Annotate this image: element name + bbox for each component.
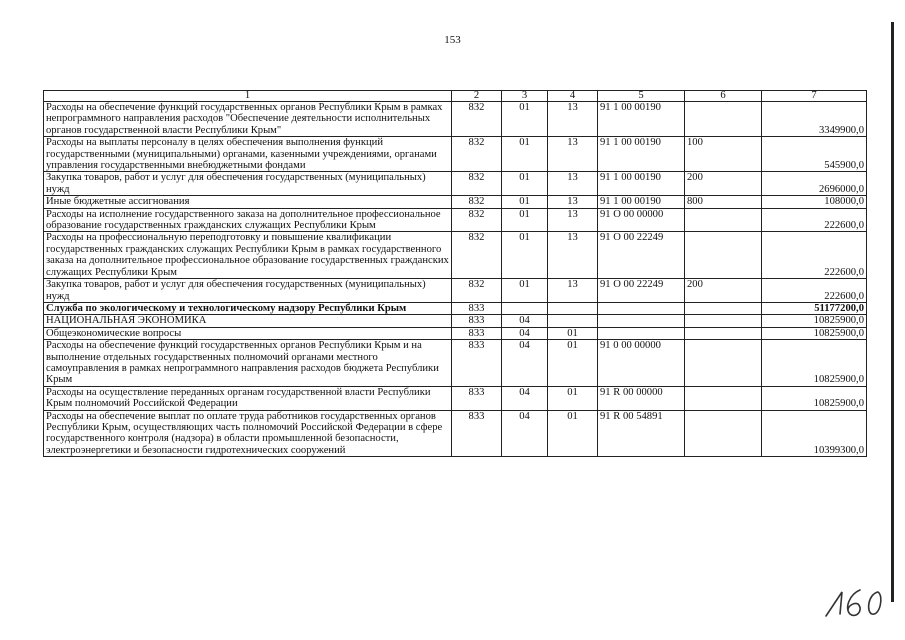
row-subsection-cell: 01 <box>548 327 598 339</box>
table-row <box>44 302 867 314</box>
row-expense-type-cell <box>685 327 762 339</box>
row-section-cell: 01 <box>502 102 548 137</box>
header-cell: 7 <box>762 91 867 102</box>
row-section-cell: 01 <box>502 196 548 208</box>
row-amount-cell: 108000,0 <box>762 196 867 208</box>
row-target-article-cell: 91 1 00 00190 <box>598 137 685 172</box>
row-expense-type-cell: 800 <box>685 196 762 208</box>
row-section-cell: 04 <box>502 327 548 339</box>
table-row <box>44 232 867 279</box>
row-subsection-cell: 01 <box>548 386 598 410</box>
row-amount-cell: 10825900,0 <box>762 315 867 327</box>
row-description-cell: Закупка товаров, работ и услуг для обеспечения государственных (муниципальных) нужд <box>44 279 452 303</box>
table-body <box>44 91 867 457</box>
row-expense-type-cell <box>685 208 762 232</box>
table-row <box>44 208 867 232</box>
row-expense-type-cell: 200 <box>685 172 762 196</box>
row-expense-type-cell: 100 <box>685 137 762 172</box>
table-row <box>44 410 867 457</box>
row-amount-cell: 222600,0 <box>762 232 867 279</box>
row-description-cell: Закупка товаров, работ и услуг для обеспечения государственных (муниципальных) нужд <box>44 172 452 196</box>
row-subsection-cell: 13 <box>548 232 598 279</box>
table-row <box>44 315 867 327</box>
table-row <box>44 137 867 172</box>
row-expense-type-cell <box>685 102 762 137</box>
row-amount-cell: 10825900,0 <box>762 327 867 339</box>
row-subsection-cell <box>548 302 598 314</box>
row-amount-cell: 222600,0 <box>762 208 867 232</box>
row-subsection-cell: 01 <box>548 340 598 387</box>
row-expense-type-cell <box>685 302 762 314</box>
row-section-cell: 01 <box>502 137 548 172</box>
header-cell: 2 <box>452 91 502 102</box>
row-amount-cell: 10399300,0 <box>762 410 867 457</box>
row-section-cell: 04 <box>502 315 548 327</box>
header-cell: 5 <box>598 91 685 102</box>
row-section-cell <box>502 302 548 314</box>
row-subsection-cell: 13 <box>548 102 598 137</box>
row-expense-type-cell <box>685 340 762 387</box>
row-code-cell: 833 <box>452 340 502 387</box>
row-target-article-cell <box>598 327 685 339</box>
row-description-cell: Расходы на профессиональную переподготовку и повышение квалификации государственных гражданских служащих Республики Крым в рамках государственного заказа на дополнительное профессиональное образование государственных гражданских служащих Республики Крым <box>44 232 452 279</box>
row-description-cell: Общеэкономические вопросы <box>44 327 452 339</box>
row-target-article-cell: 91 1 00 00190 <box>598 196 685 208</box>
header-cell: 6 <box>685 91 762 102</box>
row-expense-type-cell <box>685 386 762 410</box>
row-target-article-cell: 91 0 00 00000 <box>598 340 685 387</box>
table-row <box>44 172 867 196</box>
row-code-cell: 833 <box>452 386 502 410</box>
row-code-cell: 833 <box>452 410 502 457</box>
row-code-cell: 833 <box>452 302 502 314</box>
table-row <box>44 340 867 387</box>
row-amount-cell: 51177200,0 <box>762 302 867 314</box>
row-target-article-cell: 91 О 00 00000 <box>598 208 685 232</box>
row-section-cell: 01 <box>502 279 548 303</box>
row-code-cell: 833 <box>452 315 502 327</box>
row-description-cell: Служба по экологическому и технологическому надзору Республики Крым <box>44 302 452 314</box>
row-subsection-cell: 13 <box>548 137 598 172</box>
row-subsection-cell: 13 <box>548 208 598 232</box>
row-subsection-cell: 01 <box>548 410 598 457</box>
row-subsection-cell: 13 <box>548 172 598 196</box>
row-section-cell: 01 <box>502 172 548 196</box>
row-description-cell: Расходы на исполнение государственного заказа на дополнительное профессиональное образование государственных гражданских служащих Республики Крым <box>44 208 452 232</box>
table-row <box>44 102 867 137</box>
page-edge-line <box>891 22 894 602</box>
row-target-article-cell: 91 R 00 54891 <box>598 410 685 457</box>
row-code-cell: 832 <box>452 232 502 279</box>
page-number: 153 <box>444 34 461 46</box>
row-target-article-cell: 91 1 00 00190 <box>598 102 685 137</box>
budget-table <box>43 90 867 457</box>
row-subsection-cell <box>548 315 598 327</box>
row-code-cell: 832 <box>452 102 502 137</box>
row-description-cell: Расходы на выплаты персоналу в целях обеспечения выполнения функций государственными (муниципальными) органами, казенными учреждениями, органами управления государственными внебюджетными фондами <box>44 137 452 172</box>
header-cell: 4 <box>548 91 598 102</box>
row-code-cell: 833 <box>452 327 502 339</box>
row-code-cell: 832 <box>452 137 502 172</box>
row-target-article-cell: 91 1 00 00190 <box>598 172 685 196</box>
header-cell: 1 <box>44 91 452 102</box>
row-target-article-cell: 91 R 00 00000 <box>598 386 685 410</box>
table-row <box>44 386 867 410</box>
table-row <box>44 327 867 339</box>
row-section-cell: 04 <box>502 410 548 457</box>
row-target-article-cell <box>598 315 685 327</box>
row-expense-type-cell: 200 <box>685 279 762 303</box>
row-target-article-cell: 91 О 00 22249 <box>598 279 685 303</box>
row-description-cell: Расходы на обеспечение функций государственных органов Республики Крым в рамках непрограммного направления расходов "Обеспечение деятельности исполнительных органов государственной власти Республики Крым" <box>44 102 452 137</box>
row-expense-type-cell <box>685 410 762 457</box>
table-row <box>44 279 867 303</box>
table-header-row <box>44 91 867 102</box>
table-row <box>44 196 867 208</box>
row-code-cell: 832 <box>452 208 502 232</box>
row-section-cell: 01 <box>502 232 548 279</box>
row-expense-type-cell <box>685 315 762 327</box>
row-subsection-cell: 13 <box>548 196 598 208</box>
row-section-cell: 01 <box>502 208 548 232</box>
row-subsection-cell: 13 <box>548 279 598 303</box>
row-code-cell: 832 <box>452 196 502 208</box>
row-amount-cell: 10825900,0 <box>762 340 867 387</box>
row-amount-cell: 545900,0 <box>762 137 867 172</box>
handwritten-page-number-signature <box>820 572 890 622</box>
row-amount-cell: 3349900,0 <box>762 102 867 137</box>
row-target-article-cell <box>598 302 685 314</box>
row-amount-cell: 2696000,0 <box>762 172 867 196</box>
row-description-cell: Иные бюджетные ассигнования <box>44 196 452 208</box>
row-expense-type-cell <box>685 232 762 279</box>
row-code-cell: 832 <box>452 172 502 196</box>
row-description-cell: НАЦИОНАЛЬНАЯ ЭКОНОМИКА <box>44 315 452 327</box>
row-description-cell: Расходы на осуществление переданных органам государственной власти Республики Крым полномочий Российской Федерации <box>44 386 452 410</box>
row-code-cell: 832 <box>452 279 502 303</box>
row-description-cell: Расходы на обеспечение функций государственных органов Республики Крым и на выполнение отдельных государственных полномочий органами местного самоуправления в рамках непрограммного направления расходов бюджета Республики Крым <box>44 340 452 387</box>
row-target-article-cell: 91 О 00 22249 <box>598 232 685 279</box>
row-section-cell: 04 <box>502 340 548 387</box>
row-section-cell: 04 <box>502 386 548 410</box>
header-cell: 3 <box>502 91 548 102</box>
row-amount-cell: 10825900,0 <box>762 386 867 410</box>
row-amount-cell: 222600,0 <box>762 279 867 303</box>
row-description-cell: Расходы на обеспечение выплат по оплате труда работников государственных органов Республики Крым, осуществляющих часть полномочий Российской Федерации в сфере государственного контроля (надзора) в области промышленной безопасности, электроэнергетики и безопасности гидротехнических сооружений <box>44 410 452 457</box>
